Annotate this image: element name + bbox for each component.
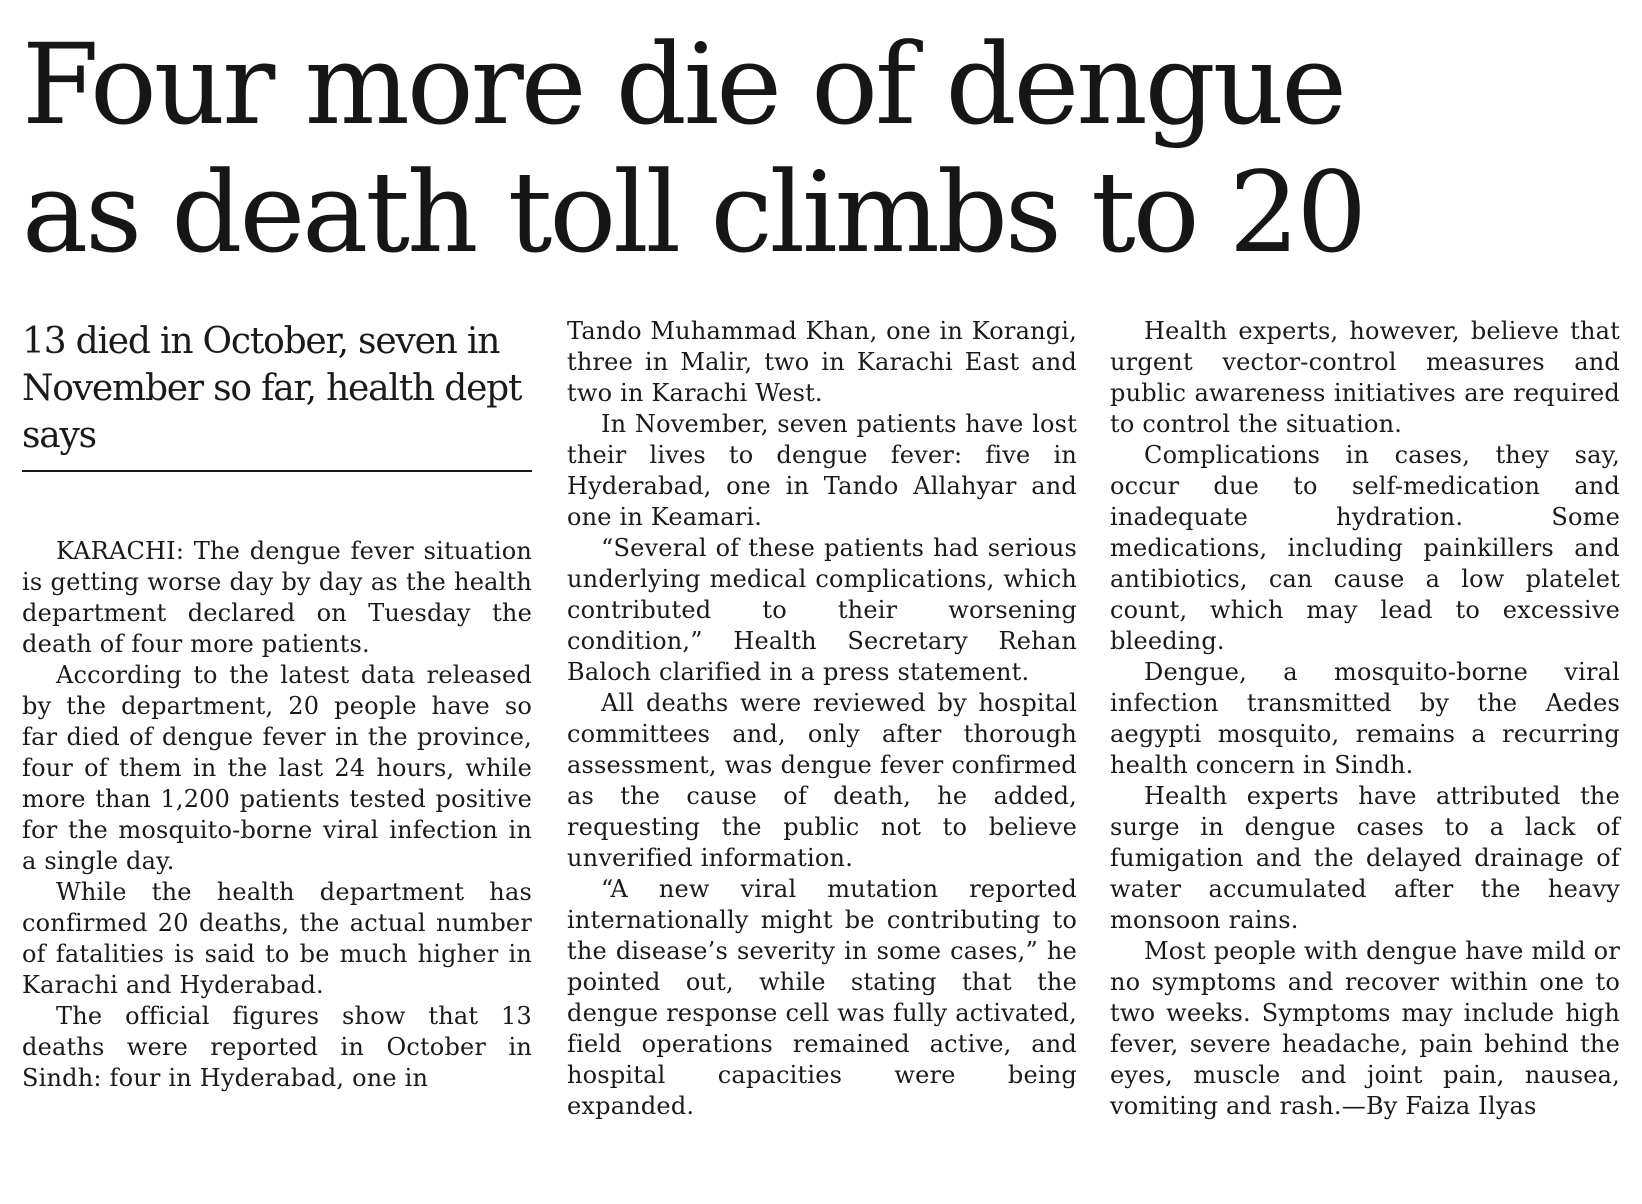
paragraph: “Several of these patients had serious underlying medical complications, which contributed to their worsening condition,” Health Secretary Rehan Baloch clarified in a press statement. bbox=[567, 534, 1077, 686]
paragraph: While the health department has confirmed 20 deaths, the actual number of fatalities is said to be much higher in Karachi and Hyderabad. bbox=[22, 878, 532, 999]
headline bbox=[22, 22, 1622, 278]
subhead-divider bbox=[22, 470, 532, 472]
paragraph: All deaths were reviewed by hospital committees and, only after thorough assessment, was dengue fever confirmed as the cause of death, he added, requesting the public not to believe unverified information. bbox=[567, 689, 1077, 872]
paragraph: Complications in cases, they say, occur due to self-medication and inadequate hydration. Some medications, including painkillers and antibiotics, can cause a low platelet count, which may lead to excessive bleeding. bbox=[1110, 441, 1620, 655]
paragraph: KARACHI: The dengue fever situation is getting worse day by day as the health department declared on Tuesday the death of four more patients. bbox=[22, 537, 532, 658]
subheadline: 13 died in October, seven in November so far, health dept says bbox=[22, 321, 522, 456]
article-column-1 bbox=[22, 536, 532, 1094]
paragraph: The official figures show that 13 deaths were reported in October in Sindh: four in Hyderabad, one in bbox=[22, 1002, 532, 1092]
paragraph: In November, seven patients have lost their lives to dengue fever: five in Hyderabad, one in Tando Allahyar and one in Keamari. bbox=[567, 410, 1077, 531]
headline-line-1: Four more die of dengue bbox=[22, 21, 1344, 150]
paragraph: According to the latest data released by the department, 20 people have so far died of dengue fever in the province, four of them in the last 24 hours, while more than 1,200 patients tested positive for the mosquito-borne viral infection in a single day. bbox=[22, 661, 532, 875]
paragraph-with-byline: Most people with dengue have mild or no symptoms and recover within one to two weeks. Symptoms may include high fever, severe headache, pain behind the eyes, muscle and joint pain, nausea, vomiting and rash.—By Faiza Ilyas bbox=[1110, 937, 1620, 1120]
article-column-3 bbox=[1110, 316, 1620, 1122]
headline-line-2: as death toll climbs to 20 bbox=[22, 149, 1365, 278]
article-column-2 bbox=[567, 316, 1077, 1122]
paragraph: Dengue, a mosquito-borne viral infection transmitted by the Aedes aegypti mosquito, remains a recurring health concern in Sindh. bbox=[1110, 658, 1620, 779]
paragraph: Health experts have attributed the surge in dengue cases to a lack of fumigation and the delayed drainage of water accumulated after the heavy monsoon rains. bbox=[1110, 782, 1620, 934]
paragraph: “A new viral mutation reported internationally might be contributing to the disease’s severity in some cases,” he pointed out, while stating that the dengue response cell was fully activated, field operations remained active, and hospital capacities were being expanded. bbox=[567, 875, 1077, 1120]
paragraph: Health experts, however, believe that urgent vector-control measures and public awareness initiatives are required to control the situation. bbox=[1110, 317, 1620, 438]
paragraph-continued: Tando Muhammad Khan, one in Korangi, three in Malir, two in Karachi East and two in Karachi West. bbox=[567, 317, 1077, 407]
